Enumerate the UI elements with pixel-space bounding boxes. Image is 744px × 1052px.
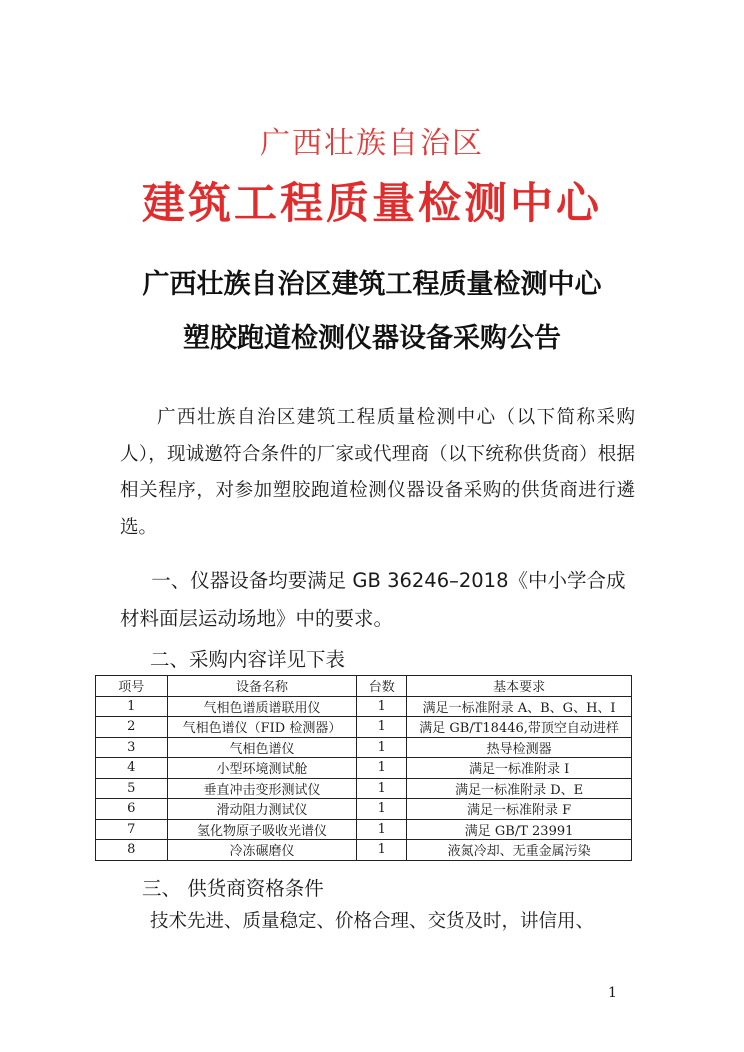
cell-item-no: 3 (96, 737, 168, 758)
cell-requirements: 满足 GB/T18446,带顶空自动进样 (407, 717, 632, 738)
cell-device-name: 冷冻碾磨仪 (167, 840, 357, 861)
cell-device-name: 气相色谱仪 (167, 737, 357, 758)
section-3-heading: 三、 供货商资格条件 (142, 877, 324, 900)
table-header-row (96, 676, 632, 697)
cell-device-name: 小型环境测试舱 (167, 758, 357, 779)
cell-quantity: 1 (357, 696, 407, 717)
org-header-line2: 建筑工程质量检测中心 (142, 179, 602, 229)
org-header-line1: 广西壮族自治区 (260, 126, 484, 161)
cell-device-name: 气相色谱仪（FID 检测器） (167, 717, 357, 738)
cell-device-name: 滑动阻力测试仪 (167, 799, 357, 820)
cell-requirements: 热导检测器 (407, 737, 632, 758)
section-1-heading: 一、仪器设备均要满足 GB 36246–2018《中小学合成材料面层运动场地》中的要求。 (120, 569, 626, 630)
table-row (96, 819, 632, 840)
table-row (96, 840, 632, 861)
header-device-name: 设备名称 (167, 676, 357, 697)
cell-item-no: 8 (96, 840, 168, 861)
intro-paragraph: 广西壮族自治区建筑工程质量检测中心（以下简称采购人），现诚邀符合条件的厂家或代理商（以下统称供货商）根据相关程序，对参加塑胶跑道检测仪器设备采购的供货商进行遴选。 (120, 407, 635, 538)
cell-quantity: 1 (357, 737, 407, 758)
table-row (96, 717, 632, 738)
cell-item-no: 7 (96, 819, 168, 840)
header-quantity: 台数 (357, 676, 407, 697)
page-number: 1 (608, 985, 617, 1001)
cell-requirements: 液氮冷却、无重金属污染 (407, 840, 632, 861)
cell-requirements: 满足 GB/T 23991 (407, 819, 632, 840)
table-row (96, 778, 632, 799)
cell-device-name: 氢化物原子吸收光谱仪 (167, 819, 357, 840)
cell-quantity: 1 (357, 840, 407, 861)
header-requirements: 基本要求 (407, 676, 632, 697)
cell-quantity: 1 (357, 799, 407, 820)
cell-quantity: 1 (357, 778, 407, 799)
cell-requirements: 满足一标准附录 F (407, 799, 632, 820)
notice-title-line1: 广西壮族自治区建筑工程质量检测中心 (142, 269, 602, 300)
cell-item-no: 5 (96, 778, 168, 799)
cell-device-name: 垂直冲击变形测试仪 (167, 778, 357, 799)
table-row (96, 758, 632, 779)
cell-quantity: 1 (357, 819, 407, 840)
section-3-text: 技术先进、质量稳定、价格合理、交货及时，讲信用、 (150, 911, 595, 932)
cell-item-no: 2 (96, 717, 168, 738)
cell-requirements: 满足一标准附录 I (407, 758, 632, 779)
section-2-heading: 二、采购内容详见下表 (150, 648, 346, 671)
cell-item-no: 6 (96, 799, 168, 820)
table-row (96, 737, 632, 758)
table-row (96, 696, 632, 717)
cell-requirements: 满足一标准附录 D、E (407, 778, 632, 799)
cell-device-name: 气相色谱质谱联用仪 (167, 696, 357, 717)
header-item-no: 项号 (96, 676, 168, 697)
cell-item-no: 4 (96, 758, 168, 779)
procurement-table (95, 675, 632, 861)
cell-quantity: 1 (357, 717, 407, 738)
cell-requirements: 满足一标准附录 A、B、G、H、I (407, 696, 632, 717)
notice-title-line2: 塑胶跑道检测仪器设备采购公告 (183, 323, 561, 354)
table-row (96, 799, 632, 820)
cell-item-no: 1 (96, 696, 168, 717)
cell-quantity: 1 (357, 758, 407, 779)
